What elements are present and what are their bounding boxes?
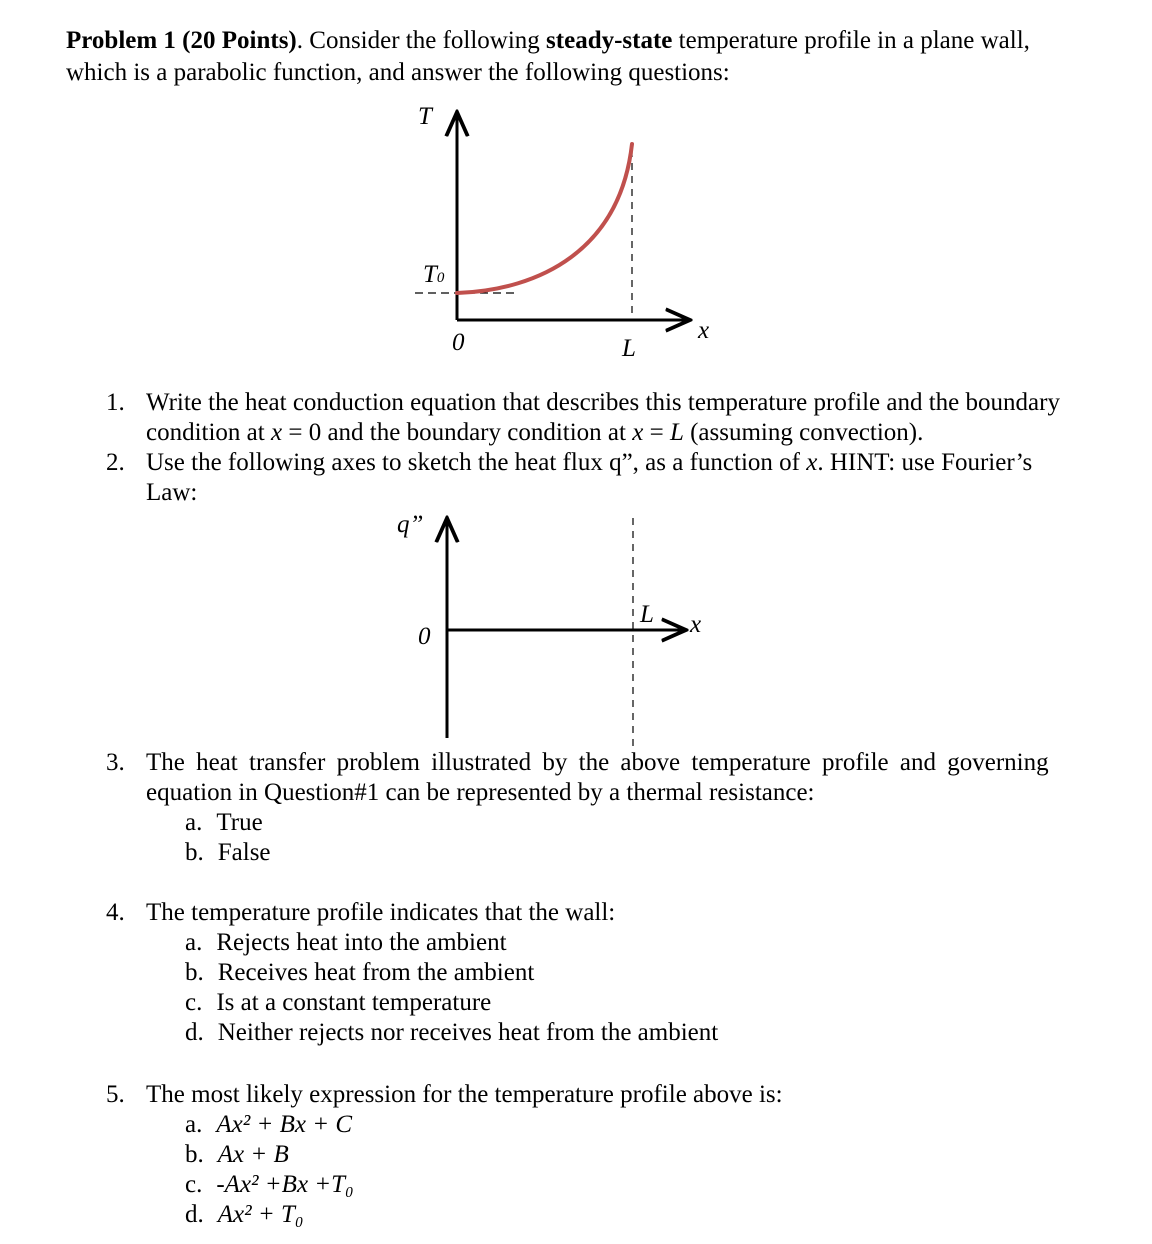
fig2-y-label: q” [397,511,424,538]
q4-option-b-letter: b. [185,959,204,986]
t0-letter: T [423,261,437,288]
q5-option-c[interactable] [185,1170,354,1200]
q5-option-b[interactable] [185,1140,289,1170]
fig2-x-label: x [690,611,702,638]
fig2-l-label: L [640,601,654,628]
q2-line1-b: . HINT: use Fourier’s [817,449,1033,476]
q5-option-a-text: Ax² + Bx + C [216,1111,353,1138]
q2-line2: Law: [146,479,198,506]
q4-option-a-text: Rejects heat into the ambient [216,929,507,956]
q1-number: 1. [106,389,125,416]
problem-header-line2: which is a parabolic function, and answer the following questions: [66,59,730,86]
q1-line2-a: condition at [146,419,271,446]
q5-number: 5. [106,1081,125,1108]
q5-option-b-text: Ax + B [217,1141,289,1168]
fig1-x-label: x [698,317,710,344]
fig2-origin-label: 0 [418,623,431,650]
q4-option-b[interactable] [185,958,534,988]
q4-option-c-text: Is at a constant temperature [216,989,492,1016]
q3-option-a-text: True [216,809,263,836]
q4-option-d-text: Neither rejects nor receives heat from the ambient [217,1019,719,1046]
intro-text-2: temperature profile in a plane wall, [672,27,1030,54]
q5-option-c-text: -Ax² +Bx +T₀ [216,1171,354,1198]
q5-option-d-letter: d. [185,1201,204,1228]
problem-title: Problem 1 (20 Points) [66,27,297,54]
q4-option-d-letter: d. [185,1019,204,1046]
q3-line2: equation in Question#1 can be represented by a thermal resistance: [146,779,815,806]
intro-text-1: . Consider the following [296,27,547,54]
q1-line1: Write the heat conduction equation that describes this temperature profile and the boundary [146,389,1060,416]
t0-subscript: 0 [436,270,445,286]
q5-option-a[interactable] [185,1110,352,1140]
q5-option-b-letter: b. [185,1141,204,1168]
q3-option-b-text: False [217,839,271,866]
intro-bold-steady-state: steady-state [546,27,673,54]
q3-option-b-letter: b. [185,839,204,866]
fig1-l-label: L [622,335,636,362]
q5-option-d[interactable] [185,1200,304,1230]
q3-number: 3. [106,749,125,776]
q2-number: 2. [106,449,125,476]
fig1-origin-label: 0 [452,329,465,356]
q4-option-c[interactable] [185,988,491,1018]
q5-option-d-text: Ax² + T₀ [217,1201,304,1228]
q1-var-x1: x [270,419,283,446]
q4-option-c-letter: c. [185,989,203,1016]
q1-var-L: L [669,419,684,446]
q1-var-x2: x [632,419,644,446]
q3-option-b[interactable] [185,838,271,868]
q3-line1: The heat transfer problem illustrated by the above temperature profile and governing [146,749,1049,776]
q4-option-b-text: Receives heat from the ambient [217,959,535,986]
fig1-y-label: T [418,103,432,130]
q2-line1-a: Use the following axes to sketch the heat flux q”, as a function of [146,449,807,476]
q1-line2-c: = [643,419,670,446]
q3-option-a[interactable] [185,808,263,838]
q5-option-a-letter: a. [185,1111,203,1138]
q4-number: 4. [106,899,125,926]
q1-line2-d: (assuming convection). [683,419,924,446]
q4-option-a-letter: a. [185,929,203,956]
q2-var-x: x [806,449,818,476]
q5-line1: The most likely expression for the temperature profile above is: [146,1081,783,1108]
q4-option-d[interactable] [185,1018,718,1048]
q4-line1: The temperature profile indicates that the wall: [146,899,616,926]
q5-option-c-letter: c. [185,1171,203,1198]
q1-line2-b: = 0 and the boundary condition at [282,419,633,446]
q4-option-a[interactable] [185,928,507,958]
q3-option-a-letter: a. [185,809,203,836]
